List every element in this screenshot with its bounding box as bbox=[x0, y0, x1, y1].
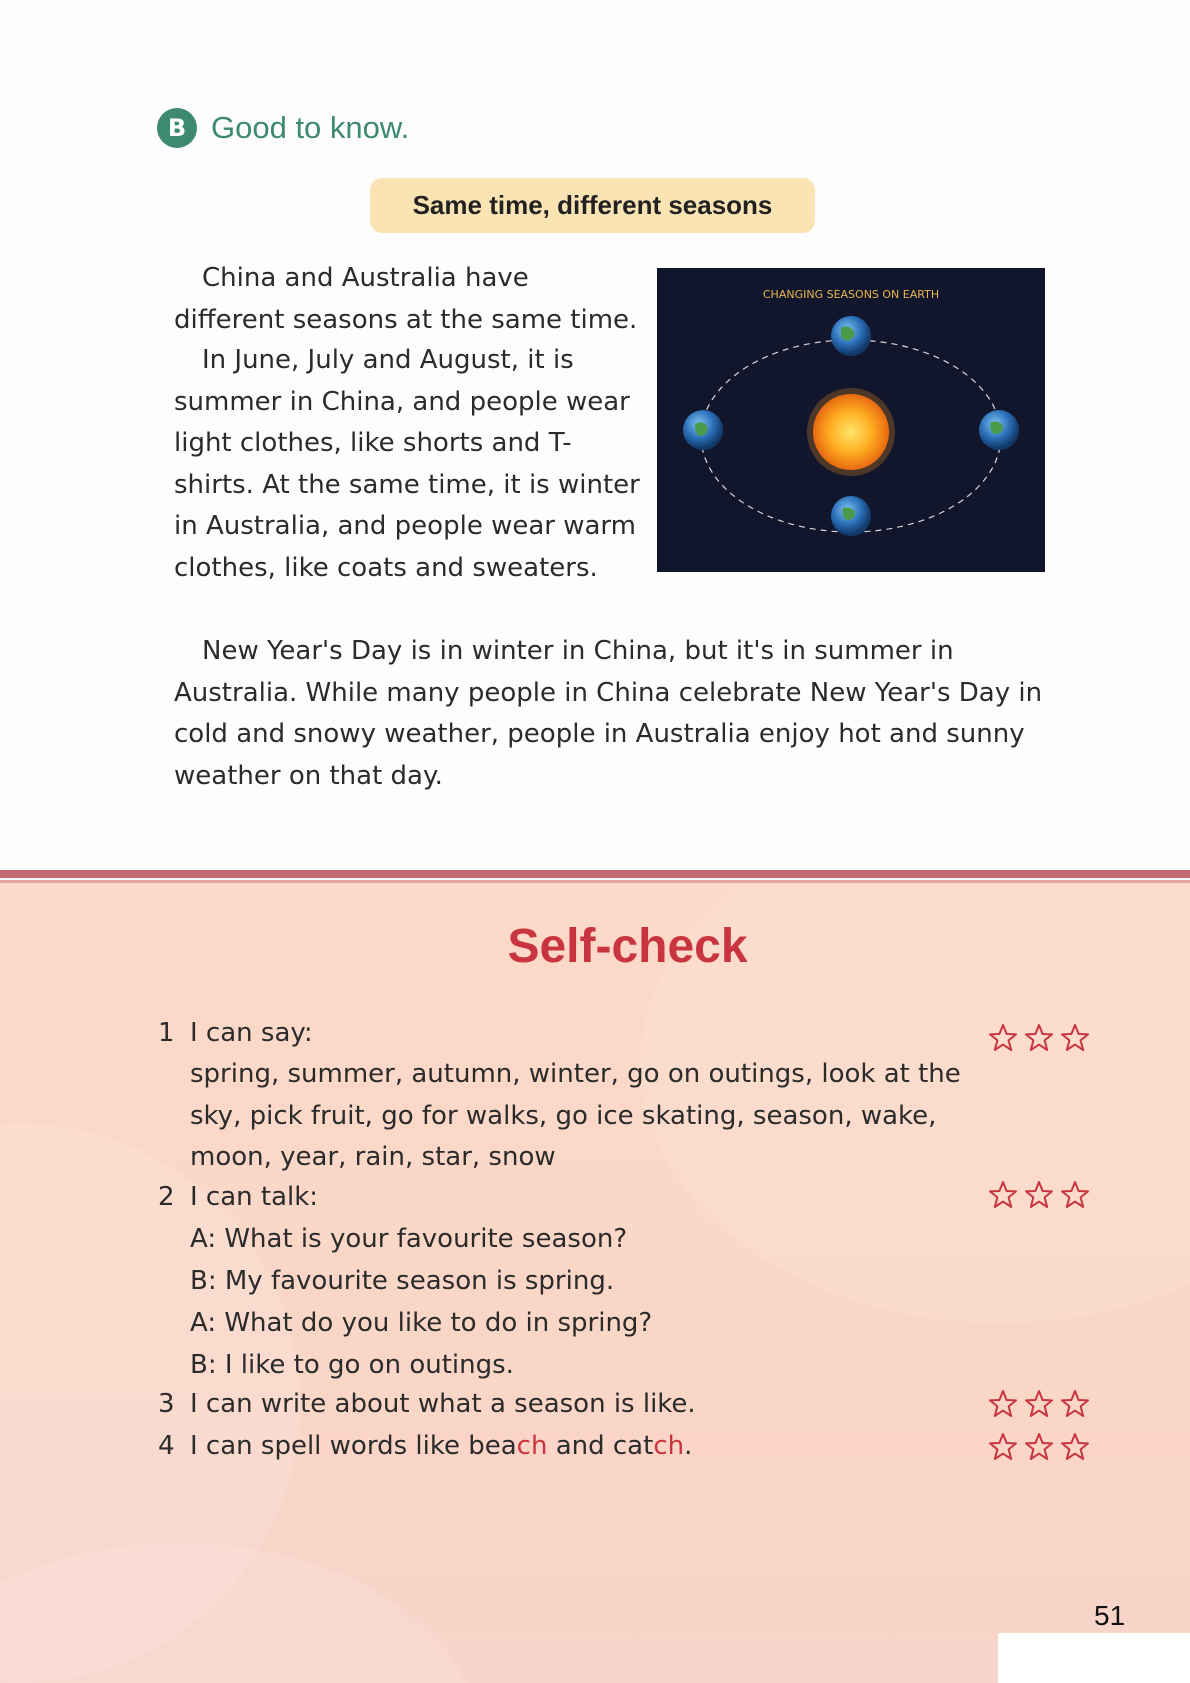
star-icon[interactable] bbox=[1024, 1389, 1054, 1419]
item-4-stars[interactable] bbox=[988, 1432, 1090, 1462]
diagram-title: CHANGING SEASONS ON EARTH bbox=[762, 288, 940, 301]
star-icon[interactable] bbox=[1024, 1180, 1054, 1210]
item-1-word-list: spring, summer, autumn, winter, go on outings, look at the sky, pick fruit, go for walks, go ice skating, season, wake, moon, year, rain, star, snow bbox=[190, 1059, 961, 1172]
paragraph-2: In June, July and August, it is summer in China, and people wear light clothes, like shorts and T-shirts. At the same time, it is winter in Australia, and people wear warm clothes, like coats and sweaters. bbox=[174, 345, 640, 583]
star-icon[interactable] bbox=[1060, 1432, 1090, 1462]
star-icon[interactable] bbox=[1024, 1023, 1054, 1053]
section-heading bbox=[157, 108, 409, 148]
section-divider bbox=[0, 870, 1190, 878]
item-1-number: 1 bbox=[158, 1018, 175, 1048]
star-icon[interactable] bbox=[1024, 1432, 1054, 1462]
item-4-text-part: and cat bbox=[547, 1431, 654, 1461]
sun-icon bbox=[807, 388, 895, 476]
star-icon[interactable] bbox=[988, 1432, 1018, 1462]
seasons-diagram-svg bbox=[657, 268, 1045, 572]
highlighted-letters: ch bbox=[516, 1431, 548, 1461]
star-icon[interactable] bbox=[1060, 1180, 1090, 1210]
dialogue-line: A: What is your favourite season? bbox=[190, 1224, 628, 1254]
item-1-text: I can say: bbox=[190, 1018, 313, 1048]
self-check-section bbox=[0, 883, 1190, 1683]
item-3-text: I can write about what a season is like. bbox=[190, 1389, 696, 1419]
star-icon[interactable] bbox=[988, 1389, 1018, 1419]
star-icon[interactable] bbox=[988, 1180, 1018, 1210]
item-2-number: 2 bbox=[158, 1182, 175, 1212]
item-4-text-part: I can spell words like bea bbox=[190, 1431, 517, 1461]
item-1-stars[interactable] bbox=[988, 1023, 1090, 1053]
paragraph-3: New Year's Day is in winter in China, but it's in summer in Australia. While many people in China celebrate New Year's Day in cold and snowy weather, people in Australia enjoy hot and sunny weather on that day. bbox=[174, 636, 1043, 791]
item-2-stars[interactable] bbox=[988, 1180, 1090, 1210]
item-4-text bbox=[190, 1426, 692, 1468]
earth-icon-bottom bbox=[831, 496, 871, 536]
item-3-number: 3 bbox=[158, 1389, 175, 1419]
item-3-stars[interactable] bbox=[988, 1389, 1090, 1419]
star-icon[interactable] bbox=[1060, 1023, 1090, 1053]
star-icon[interactable] bbox=[1060, 1389, 1090, 1419]
item-4-number: 4 bbox=[158, 1431, 175, 1461]
page-number: 51 bbox=[1094, 1600, 1126, 1631]
star-icon[interactable] bbox=[988, 1023, 1018, 1053]
earth-icon-right bbox=[979, 410, 1019, 450]
dialogue-line: B: I like to go on outings. bbox=[190, 1350, 514, 1380]
highlighted-letters: ch bbox=[653, 1431, 685, 1461]
section-title: Good to know. bbox=[211, 110, 410, 145]
self-check-title: Self-check bbox=[507, 920, 748, 973]
dialogue-line: A: What do you like to do in spring? bbox=[190, 1308, 653, 1338]
background-shape bbox=[0, 1543, 480, 1683]
earth-icon-left bbox=[683, 410, 723, 450]
earth-icon-top bbox=[831, 316, 871, 356]
corner-patch bbox=[998, 1633, 1190, 1683]
paragraph-1: China and Australia have different seasons at the same time. bbox=[174, 263, 638, 335]
seasons-diagram bbox=[657, 268, 1045, 572]
dialogue-line: B: My favourite season is spring. bbox=[190, 1266, 615, 1296]
article-title: Same time, different seasons bbox=[370, 178, 815, 233]
section-badge: B bbox=[157, 108, 197, 148]
item-4-text-part: . bbox=[684, 1431, 693, 1461]
item-2-text: I can talk: bbox=[190, 1182, 319, 1212]
